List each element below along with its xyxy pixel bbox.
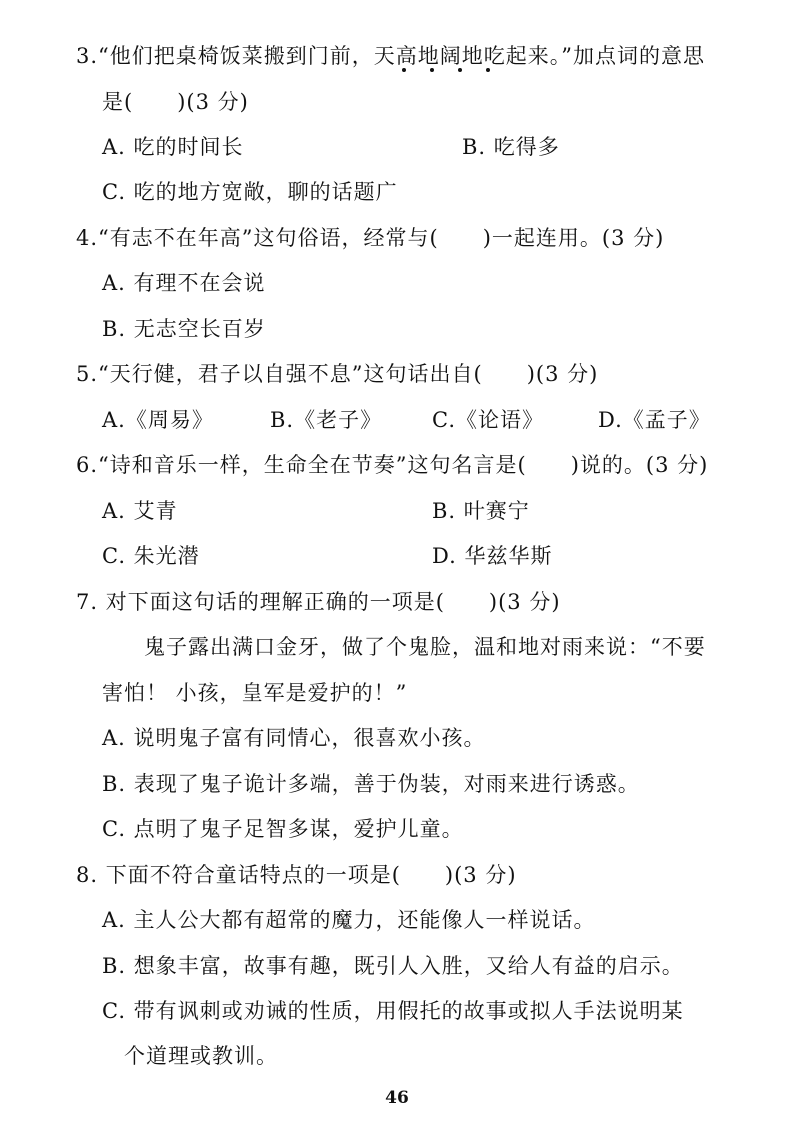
q8-option-c-continued: 个道理或教训。 <box>124 1044 278 1068</box>
q6-stem: 6.“诗和音乐一样，生命全在节奏”这句名言是( )说的。(3 分) <box>76 453 709 477</box>
q5-option-c: C.《论语》 <box>432 408 544 432</box>
emphasis-dot <box>430 68 434 72</box>
q6-option-b: B. 叶赛宁 <box>432 499 530 523</box>
q3-options-row <box>102 133 742 161</box>
q6-option-a: A. 艾青 <box>102 499 178 523</box>
q8-option-a: A. 主人公大都有超常的魔力，还能像人一样说话。 <box>102 908 596 932</box>
q3-option-a: A. 吃的时间长 <box>102 135 244 159</box>
q3-option-b: B. 吃得多 <box>462 135 560 159</box>
emphasis-dot <box>402 68 406 72</box>
q6-option-d: D. 华兹华斯 <box>432 544 553 568</box>
q7-stem: 7. 对下面这句话的理解正确的一项是( )(3 分) <box>76 590 561 614</box>
q3-stem-line1: 3.“他们把桌椅饭菜搬到门前，天高地阔地吃起来。”加点词的意思 <box>76 44 706 68</box>
q8-stem: 8. 下面不符合童话特点的一项是( )(3 分) <box>76 863 517 887</box>
emphasis-dot <box>486 68 490 72</box>
q4-stem: 4.“有志不在年高”这句俗语，经常与( )一起连用。(3 分) <box>76 226 665 250</box>
q7-passage-line1: 鬼子露出满口金牙，做了个鬼脸，温和地对雨来说：“不要 <box>144 635 706 659</box>
page-number: 46 <box>385 1088 409 1108</box>
q4-option-a: A. 有理不在会说 <box>102 271 266 295</box>
q5-options-row <box>102 406 742 434</box>
q7-option-a: A. 说明鬼子富有同情心，很喜欢小孩。 <box>102 726 486 750</box>
q6-option-c: C. 朱光潜 <box>102 544 200 568</box>
q5-stem: 5.“天行健，君子以自强不息”这句话出自( )(3 分) <box>76 362 599 386</box>
q8-option-b: B. 想象丰富，故事有趣，既引人入胜，又给人有益的启示。 <box>102 954 684 978</box>
q8-option-c: C. 带有讽刺或劝诫的性质，用假托的故事或拟人手法说明某 <box>102 999 684 1023</box>
emphasis-dot <box>458 68 462 72</box>
q6-options-row-2 <box>102 542 742 570</box>
q7-option-c: C. 点明了鬼子足智多谋，爱护儿童。 <box>102 817 464 841</box>
q5-option-d: D.《孟子》 <box>598 408 711 432</box>
q7-passage-line2: 害怕！ 小孩，皇军是爱护的！” <box>102 681 408 705</box>
q3-option-c: C. 吃的地方宽敞，聊的话题广 <box>102 180 398 204</box>
q7-option-b: B. 表现了鬼子诡计多端，善于伪装，对雨来进行诱惑。 <box>102 772 640 796</box>
q6-options-row-1 <box>102 497 742 525</box>
q3-stem-line2: 是( )(3 分) <box>102 90 249 114</box>
q5-option-b: B.《老子》 <box>270 408 383 432</box>
q4-option-b: B. 无志空长百岁 <box>102 317 266 341</box>
q5-option-a: A.《周易》 <box>102 408 214 432</box>
